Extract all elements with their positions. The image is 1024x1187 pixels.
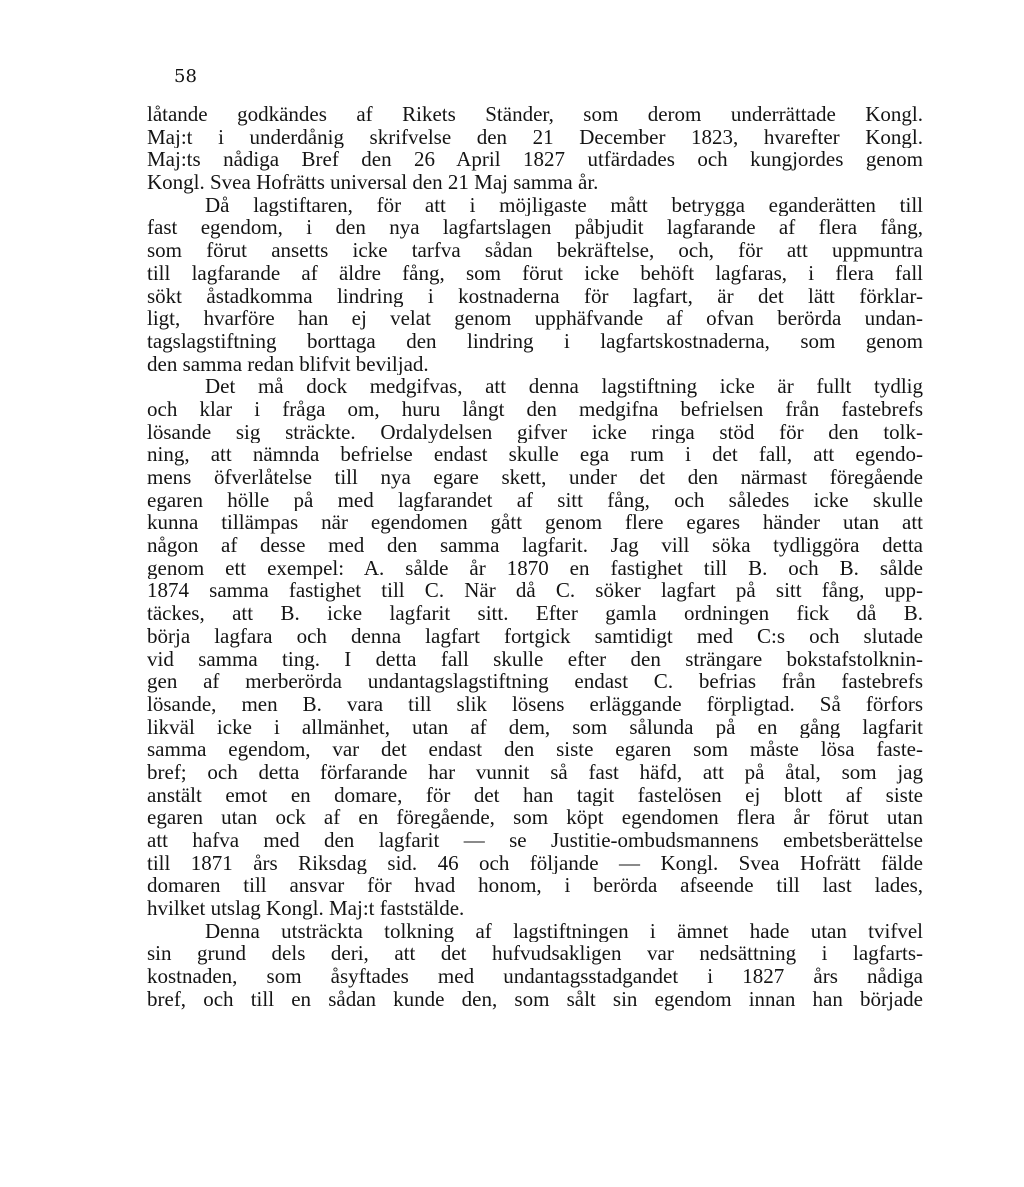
text-line: bref, och till en sådan kunde den, som sålt sin egendom innan han började — [147, 987, 923, 1011]
text-line: Maj:t i underdånig skrifvelse den 21 December 1823, hvarefter Kongl. — [147, 125, 923, 149]
text-line: Maj:ts nådiga Bref den 26 April 1827 utfärdades och kungjordes genom — [147, 148, 923, 172]
text-line: lösande sig sträckte. Ordalydelsen gifver icke ringa stöd för den tolk- — [147, 420, 923, 444]
text-line: Kongl. Svea Hofrätts universal den 21 Maj samma år. — [147, 171, 599, 194]
text-line: domaren till ansvar för hvad honom, i berörda afseende till last lades, — [147, 874, 923, 898]
text-line: anstält emot en domare, för det han tagit fastelösen ej blott af siste — [147, 783, 923, 807]
text-line: och klar i fråga om, huru långt den medgifna befrielsen från fastebrefs — [147, 397, 923, 421]
body-text — [147, 103, 923, 1011]
text-line: tagslagstiftning borttaga den lindring i lagfartskostnaderna, som genom — [147, 329, 923, 353]
text-line: egaren hölle på med lagfarandet af sitt fång, och således icke skulle — [147, 488, 923, 512]
text-line: kunna tillämpas när egendomen gått genom flere egares händer utan att — [147, 511, 923, 535]
text-line: sökt åstadkomma lindring i kostnaderna för lagfart, är det lätt förklar- — [147, 284, 923, 308]
text-line: ning, att nämnda befrielse endast skulle ega rum i det fall, att egendo- — [147, 443, 923, 466]
text-line: 1874 samma fastighet till C. När då C. söker lagfart på sitt fång, upp- — [147, 579, 923, 603]
text-line: låtande godkändes af Rikets Ständer, som derom underrättade Kongl. — [147, 103, 923, 126]
text-line: genom ett exempel: A. sålde år 1870 en fastighet till B. och B. sålde — [147, 556, 923, 580]
text-line: egaren utan ock af en föregående, som köpt egendomen flera år förut utan — [147, 806, 923, 829]
text-line: bref; och detta förfarande har vunnit så fast häfd, att på åtal, som jag — [147, 760, 923, 784]
text-line: någon af desse med den samma lagfarit. Jag vill söka tydliggöra detta — [147, 534, 923, 557]
text-line: täckes, att B. icke lagfarit sitt. Efter gamla ordningen fick då B. — [147, 602, 923, 625]
text-line: sin grund dels deri, att det hufvudsakligen var nedsättning i lagfarts- — [147, 942, 923, 966]
text-line: likväl icke i allmänhet, utan af dem, som sålunda på en gång lagfarit — [147, 715, 923, 739]
text-line: ligt, hvarföre han ej velat genom upphäfvande af ofvan berörda undan- — [147, 307, 923, 330]
text-line: Då lagstiftaren, för att i möjligaste mått betrygga eganderätten till — [205, 193, 923, 217]
text-line: lösande, men B. vara till slik lösens erläggande förpligtad. Så förfors — [147, 692, 923, 716]
text-line: vid samma ting. I detta fall skulle efter den strängare bokstafstolknin- — [147, 647, 923, 671]
text-line: att hafva med den lagfarit — se Justitie-ombudsmannens embetsberättelse — [147, 829, 923, 852]
text-line: gen af merberörda undantagslagstiftning endast C. befrias från fastebrefs — [147, 670, 923, 693]
text-line: till 1871 års Riksdag sid. 46 och följande — Kongl. Svea Hofrätt fälde — [147, 851, 923, 875]
text-line: Det må dock medgifvas, att denna lagstiftning icke är fullt tydlig — [205, 375, 923, 398]
text-line: den samma redan blifvit beviljad. — [147, 352, 429, 376]
text-line: som förut ansetts icke tarfva sådan bekräftelse, och, för att uppmuntra — [147, 239, 923, 262]
text-line: mens öfverlåtelse till nya egare skett, under det den närmast föregående — [147, 466, 923, 489]
text-line: börja lagfara och denna lagfart fortgick samtidigt med C:s och slutade — [147, 624, 923, 648]
page-number: 58 — [174, 66, 197, 87]
text-line: Denna utsträckta tolkning af lagstiftningen i ämnet hade utan tvifvel — [205, 919, 923, 943]
text-line: kostnaden, som åsyftades med undantagsstadgandet i 1827 års nådiga — [147, 965, 923, 988]
text-line: fast egendom, i den nya lagfartslagen påbjudit lagfarande af flera fång, — [147, 216, 923, 240]
text-line: till lagfarande af äldre fång, som förut icke behöft lagfaras, i flera fall — [147, 261, 923, 285]
text-line: samma egendom, var det endast den siste egaren som måste lösa faste- — [147, 738, 923, 761]
text-line: hvilket utslag Kongl. Maj:t faststälde. — [147, 897, 465, 920]
